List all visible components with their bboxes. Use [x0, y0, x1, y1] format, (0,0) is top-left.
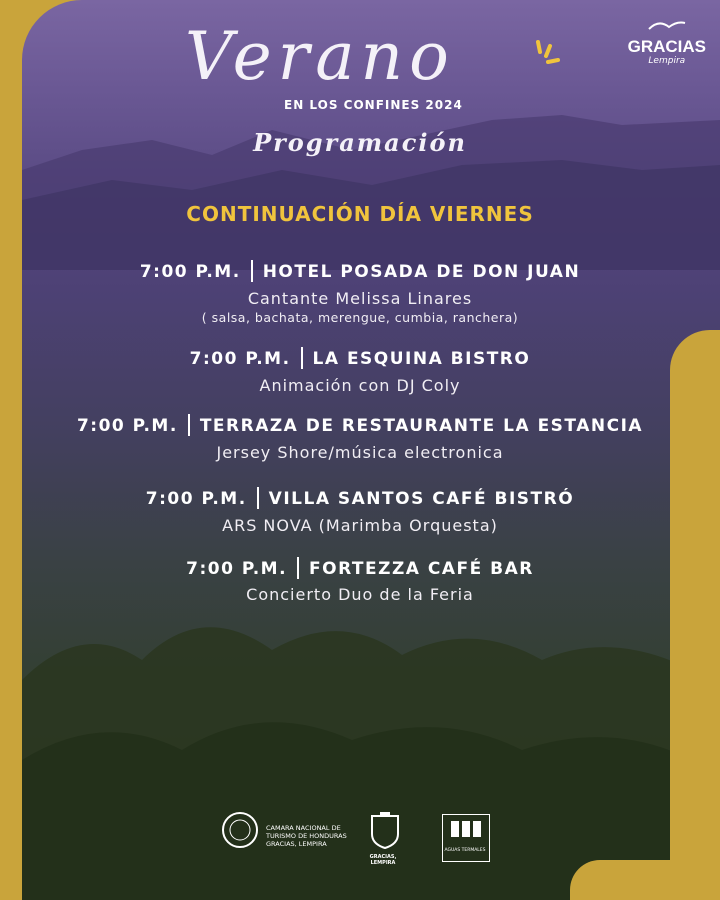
poster-subtitle: EN LOS CONFINES 2024 [284, 98, 463, 112]
event-time: 7:00 P.M. [186, 559, 288, 579]
event-time: 7:00 P.M. [139, 262, 241, 282]
event-venue: VILLA SANTOS CAFÉ BISTRÓ [268, 489, 575, 509]
bird-icon [647, 19, 687, 33]
event-2-detail: Animación con DJ Coly [259, 376, 461, 395]
event-5-heading [0, 557, 720, 579]
event-1-note: ( salsa, bachata, merengue, cumbia, ranchera) [201, 310, 519, 325]
event-1-heading [0, 260, 720, 282]
separator [257, 487, 259, 509]
event-venue: FORTEZZA CAFÉ BAR [309, 559, 534, 579]
sun-rays-icon [528, 38, 568, 78]
aguas-termales-name: AGUAS TERMALES [444, 848, 486, 853]
day-heading: CONTINUACIÓN DÍA VIERNES [186, 202, 534, 226]
event-4-heading [0, 487, 720, 509]
municipal-shield-icon [368, 810, 402, 850]
event-3-detail: Jersey Shore/música electronica [216, 443, 504, 462]
event-venue: HOTEL POSADA DE DON JUAN [262, 262, 581, 282]
chamber-seal-icon [220, 810, 260, 850]
separator [301, 347, 303, 369]
gold-border-bottom-right [570, 860, 720, 900]
separator [297, 557, 299, 579]
event-2-heading [0, 347, 720, 369]
chamber-name: CAMARA NACIONAL DE TURISMO DE HONDURAS GRACIAS, LEMPIRA [266, 824, 347, 848]
event-1-detail: Cantante Melissa Linares [247, 289, 473, 308]
program-label: Programación [253, 128, 467, 157]
separator [251, 260, 253, 282]
event-3-heading [0, 414, 720, 436]
sponsor-logos [220, 810, 500, 870]
municipality-name: GRACIAS, LEMPIRA [369, 854, 397, 866]
aguas-termales-logo-icon [442, 814, 490, 862]
event-time: 7:00 P.M. [189, 349, 291, 369]
brand-name: GRACIAS [627, 37, 706, 56]
event-venue: TERRAZA DE RESTAURANTE LA ESTANCIA [199, 416, 644, 436]
event-time: 7:00 P.M. [145, 489, 247, 509]
event-5-detail: Concierto Duo de la Feria [246, 585, 474, 604]
brand-sub: Lempira [648, 56, 686, 66]
event-time: 7:00 P.M. [76, 416, 178, 436]
gracias-brand-logo [628, 18, 706, 66]
poster-title: Verano [185, 18, 455, 95]
event-4-detail: ARS NOVA (Marimba Orquesta) [222, 516, 498, 535]
separator [188, 414, 190, 436]
event-venue: LA ESQUINA BISTRO [312, 349, 531, 369]
